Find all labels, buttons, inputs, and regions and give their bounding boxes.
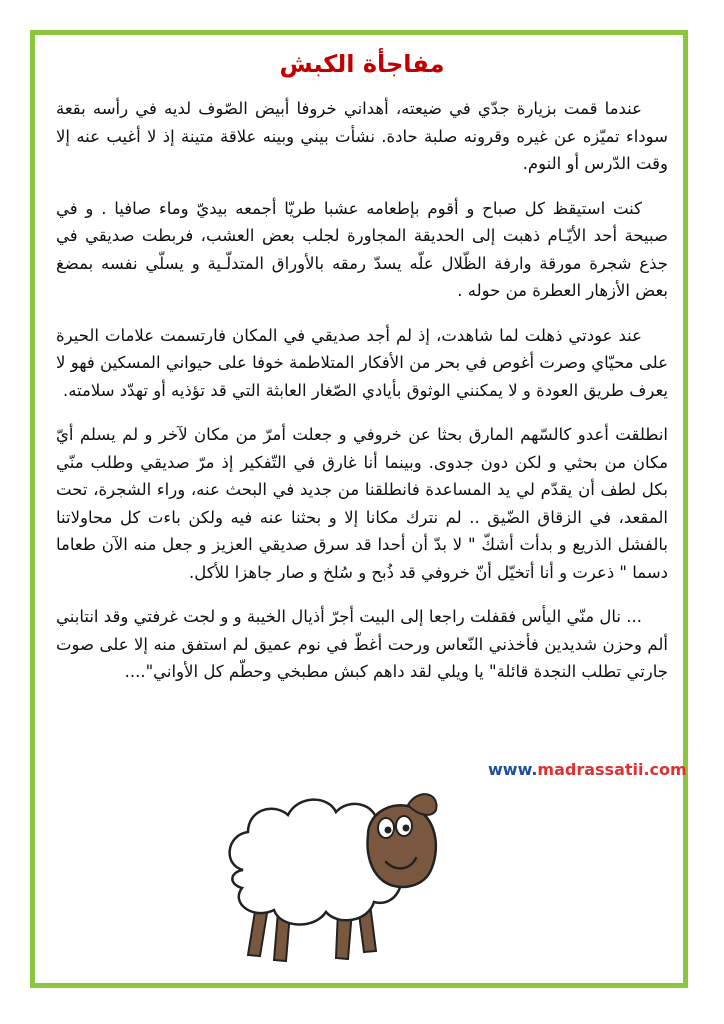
story-paragraph-4: انطلقت أعدو كالسّهم المارق بحثا عن خروفي و جعلت أمرّ من مكان لآخر و لم يسلم أيّ مكان من بحثي و لكن دون جدوى. وبينما أنا غارق في التّفكير إذ مرّ صديقي وطلب منّي بكل لطف أن يقدّم لي يد المساعدة فانطلقنا من جديد في البحث عنه، وراء الشجرة، تحت المقعد، في الزقاق الضّيق .. لم نترك مكانا إلا و بحثنا عنه فيه ولكن باءت كل محاولاتنا بالفشل الذريع و بدأت أشكّ " لا بدّ أن أحدا قد سرق صديقي العزيز و جعل منه الآن طعاما دسما " ذعرت و أنا أتخيّل أنّ خروفي قد ذُبح و سُلخ و صار جاهزا للأكل.	[56, 425, 668, 582]
story-body	[56, 95, 668, 703]
story-paragraph-2: كنت استيقظ كل صباح و أقوم بإطعامه عشبا طريّا أجمعه بيديّ وماء صافيا . و في صبيحة أحد الأيّـام ذهبت إلى الحديقة المجاورة لجلب بعض العشب، فربطت صديقي في جذع شجرة مورقة وارفة الظّلال علّه يسدّ رمقه بالأوراق المتدلّـية و يسلّي نفسه بمضغ بعض الأزهار العطرة من حوله .	[56, 198, 668, 300]
story-paragraph-5: ... نال منّي اليأس فقفلت راجعا إلى البيت أجرّ أذيال الخيبة و و لجت غرفتي وقد انتابني ألم وحزن شديدين فأخذني النّعاس ورحت أغطّ في نوم عميق لم استفق منه إلا على صوت جارتي تطلب النجدة قائلة" يا ويلي لقد داهم كبش مطبخي وحطّم كل الأواني"....	[56, 607, 668, 681]
story-paragraph-3: عند عودتي ذهلت لما شاهدت، إذ لم أجد صديقي في المكان فارتسمت علامات الحيرة على محيّاي وصرت أغوص في بحر من الأفكار المتلاطمة خوفا على حيواني المسكين فهو لا يعرف طريق العودة و لا يمكنني الوثوق بأيادي الصّغار العابثة التي قد تؤذيه أو تهدّد سلامته.	[56, 325, 668, 400]
sheep-illustration	[218, 780, 448, 970]
website-prefix: www.	[488, 760, 538, 779]
story-title: مفاجأة الكبش	[279, 50, 445, 78]
website-domain: madrassatii.com	[537, 760, 687, 779]
website-link[interactable]	[488, 760, 687, 779]
story-paragraph-1: عندما قمت بزيارة جدّي في ضيعته، أهداني خروفا أبيض الصّوف لديه في رأسه بقعة سوداء تميّزه عن غيره وقرونه صلبة حادة. نشأت بيني وبينه علاقة متينة إذ لا أغيب عنه إلا وقت الدّرس أو النوم.	[56, 99, 668, 173]
